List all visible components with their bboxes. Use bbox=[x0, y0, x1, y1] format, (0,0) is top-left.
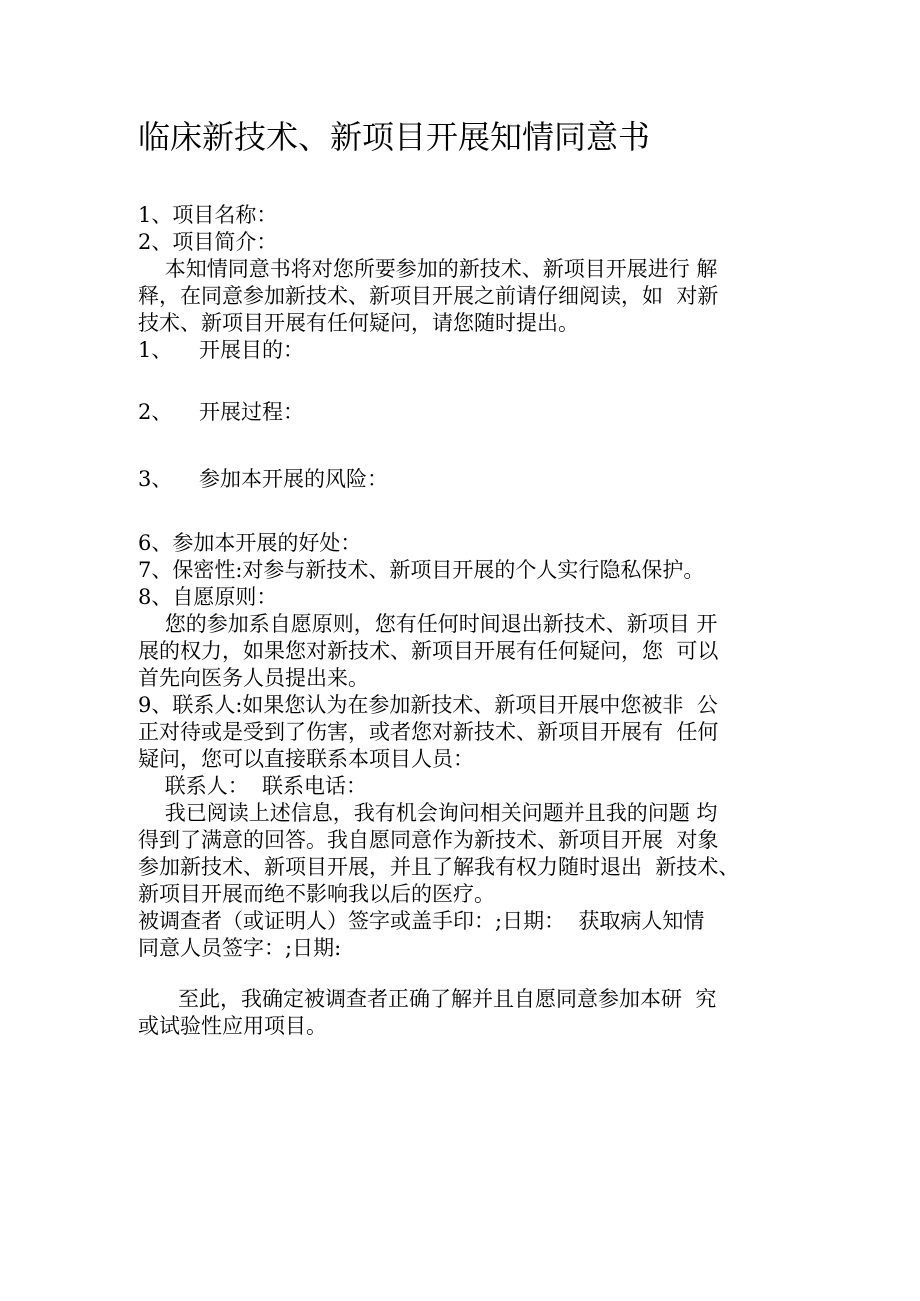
item-project-name: 1、项目名称： bbox=[138, 203, 278, 227]
voluntary-paragraph-line-1: 您的参加系自愿原则，您有任何时间退出新技术、新项目 开 bbox=[138, 612, 718, 636]
item-confidentiality: 7、保密性:对参与新技术、新项目开展的个人实行隐私保护。 bbox=[138, 558, 705, 582]
contact-paragraph-line-2: 正对待或是受到了伤害，或者您对新技术、新项目开展有 任何 bbox=[138, 720, 719, 744]
confirmation-line-1: 至此，我确定被调查者正确了解并且自愿同意参加本研 究 bbox=[138, 987, 717, 1011]
intro-paragraph-line-3: 技术、新项目开展有任何疑问，请您随时提出。 bbox=[138, 311, 579, 335]
item-process: 2、 开展过程： bbox=[138, 400, 305, 424]
contact-person-phone: 联系人： 联系电话： bbox=[138, 774, 368, 798]
contact-paragraph-line-3: 疑问，您可以直接联系本项目人员： bbox=[138, 747, 474, 771]
intro-paragraph-line-1: 本知情同意书将对您所要参加的新技术、新项目开展进行 解 bbox=[138, 257, 718, 281]
voluntary-paragraph-line-3: 首先向医务人员提出来。 bbox=[138, 666, 369, 690]
item-contact: 9、联系人:如果您认为在参加新技术、新项目开展中您被非 公 bbox=[138, 693, 718, 717]
confirmation-line-2: 或试验性应用项目。 bbox=[138, 1014, 327, 1038]
item-benefits: 6、参加本开展的好处： bbox=[138, 531, 362, 555]
item-project-intro: 2、项目简介： bbox=[138, 230, 278, 254]
voluntary-paragraph-line-2: 展的权力，如果您对新技术、新项目开展有任何疑问，您 可以 bbox=[138, 639, 719, 663]
consent-paragraph-line-4: 新项目开展而绝不影响我以后的医疗。 bbox=[138, 882, 495, 906]
signature-line-1: 被调查者（或证明人）签字或盖手印：;日期： 获取病人知情 bbox=[138, 909, 705, 933]
consent-paragraph-line-2: 得到了满意的回答。我自愿同意作为新技术、新项目开展 对象 bbox=[138, 828, 719, 852]
consent-paragraph-line-1: 我已阅读上述信息，我有机会询问相关问题并且我的问题 均 bbox=[138, 801, 718, 825]
signature-line-2: 同意人员签字：;日期: bbox=[138, 936, 342, 960]
document-title: 临床新技术、新项目开展知情同意书 bbox=[138, 118, 651, 156]
item-risks: 3、 参加本开展的风险： bbox=[138, 467, 389, 491]
intro-paragraph-line-2: 释，在同意参加新技术、新项目开展之前请仔细阅读，如 对新 bbox=[138, 284, 719, 308]
item-purpose: 1、 开展目的： bbox=[138, 338, 305, 362]
consent-paragraph-line-3: 参加新技术、新项目开展，并且了解我有权力随时退出 新技术、 bbox=[138, 855, 740, 879]
item-voluntary: 8、自愿原则： bbox=[138, 585, 278, 609]
